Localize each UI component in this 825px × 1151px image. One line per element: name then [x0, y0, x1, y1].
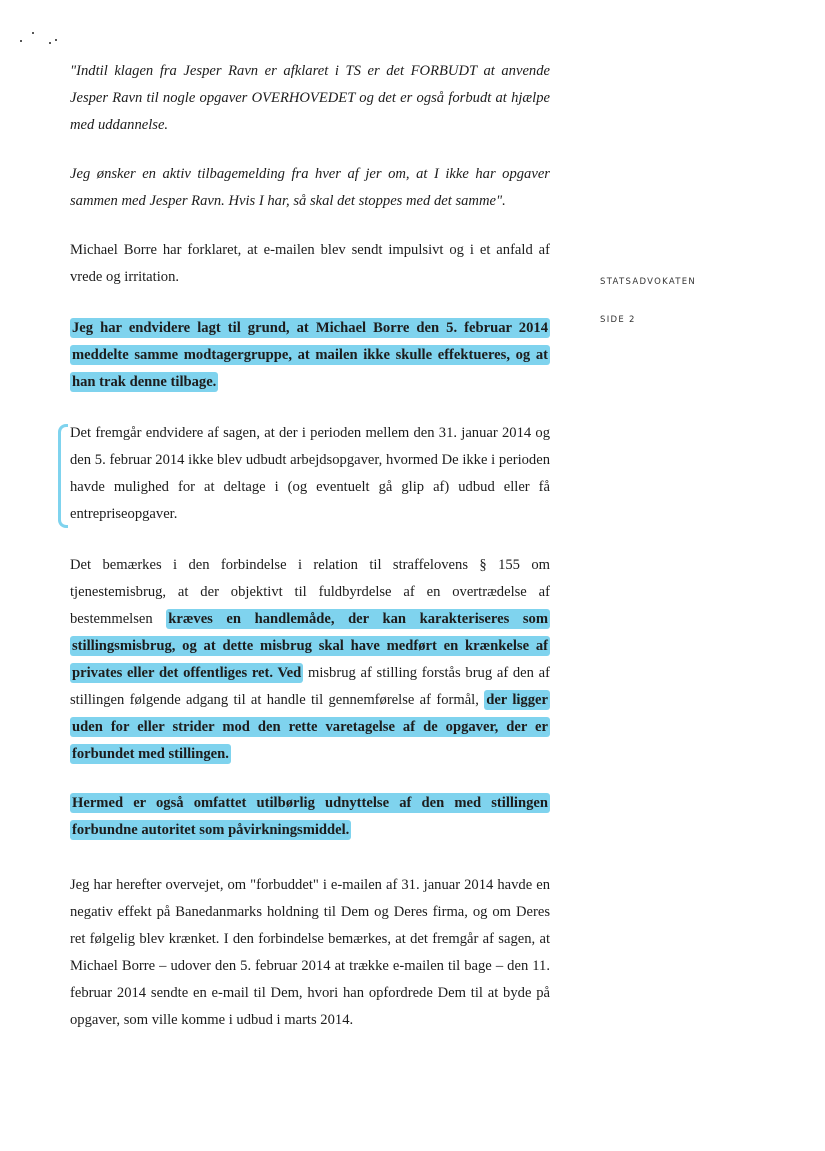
- letter-body: [70, 58, 550, 1034]
- paragraph-explanation: Michael Borre har forklaret, at e-mailen blev sendt impulsivt og i et anfald af vrede og irritation.: [70, 242, 550, 285]
- scan-specks: [18, 28, 78, 52]
- page-number: SIDE 2: [600, 315, 636, 325]
- paragraph-section-155: [70, 552, 550, 768]
- office-label: STATSADVOKATEN: [600, 277, 697, 287]
- highlighted-text: Jeg har endvidere lagt til grund, at Michael Borre den 5. februar 2014 meddelte samme modtagergruppe, at mailen ikke skulle effektueres, og at han trak denne tilbage.: [72, 320, 548, 390]
- paragraph-withdrawal: [70, 315, 550, 396]
- paragraph-conclusion: Jeg har herefter overvejet, om "forbuddet" i e-mailen af 31. januar 2014 havde en negativ effekt på Banedanmarks holdning til Dem og Deres firma, og om Deres ret følgelig blev krænket. I den forbindelse bemærkes, at det fremgår af sagen, at Michael Borre – udover den 5. februar 2014 at trække e-mailen til bage – den 11. februar 2014 sendte en e-mail til Dem, hvori han opfordrede Dem til at byde på opgaver, som ville komme i udbud i marts 2014.: [70, 877, 550, 1028]
- section-155-text-middle: misbrug af stilling forstås brug af den af stillingen følgende adgang til at handle til gennemførelse af formål,: [70, 665, 550, 708]
- section-155-text-intro: Det bemærkes i den forbindelse i relation til straffelovens § 155 om tjenestemisbrug, at der objektivt til fuldbyrdelse af en overtrædelse af bestemmelsen: [70, 557, 550, 627]
- quote-paragraph-1: "Indtil klagen fra Jesper Ravn er afklaret i TS er det FORBUDT at anvende Jesper Ravn til nogle opgaver OVERHOVEDET og det er også forbudt at hjælpe med uddannelse.: [70, 63, 550, 133]
- paragraph-authority: [70, 790, 550, 844]
- highlighted-text: Hermed er også omfattet utilbørlig udnyttelse af den med stillingen forbundne autoritet som påvirkningsmiddel.: [72, 795, 548, 838]
- quote-paragraph-2: Jeg ønsker en aktiv tilbagemelding fra hver af jer om, at I ikke har opgaver sammen med Jesper Ravn. Hvis I har, så skal det stoppes med det samme".: [70, 166, 550, 209]
- paragraph-period: [70, 420, 550, 528]
- paragraph-period-text: Det fremgår endvidere af sagen, at der i perioden mellem den 31. januar 2014 og den 5. februar 2014 ikke blev udbudt arbejdsopgaver, hvormed De ikke i perioden havde mulighed for at deltage i (og eventuelt gå glip af) udbud eller få entrepriseopgaver.: [70, 425, 550, 522]
- margin-bracket-mark: [58, 424, 68, 528]
- highlighted-text: kræves en handlemåde, der kan karakteriseres som stillingsmisbrug, og at dette misbrug skal have medført en krænkelse af privates eller det offentliges ret. Ved: [72, 611, 548, 681]
- highlighted-text: der ligger uden for eller strider mod den rette varetagelse af de opgaver, der er forbundet med stillingen.: [72, 692, 548, 762]
